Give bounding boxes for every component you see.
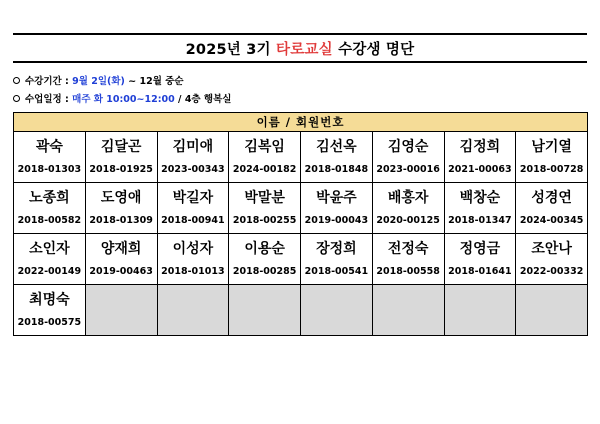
student-name: 노종희 [29, 190, 70, 206]
student-name: 소인자 [29, 241, 70, 257]
class-schedule-line [13, 91, 231, 105]
student-name: 김선옥 [316, 139, 357, 155]
student-name: 조안나 [531, 241, 572, 257]
student-name: 박길자 [172, 190, 214, 206]
student-cell [301, 183, 373, 234]
member-number: 2022-00332 [519, 266, 584, 277]
member-number: 2021-00063 [448, 164, 512, 175]
student-cell [157, 183, 229, 234]
table-row [14, 132, 588, 183]
period-end: ~ 12월 중순 [128, 76, 184, 87]
member-number: 2018-00541 [304, 266, 369, 277]
student-name: 장정희 [316, 241, 357, 257]
student-cell [372, 183, 444, 234]
student-cell [85, 183, 157, 234]
student-cell [444, 132, 516, 183]
student-name: 김영순 [387, 139, 429, 155]
member-number: 2018-00728 [519, 164, 584, 175]
empty-cell [301, 285, 373, 336]
member-number: 2018-00255 [232, 215, 297, 226]
table-row [14, 234, 588, 285]
table-header: 이름 / 회원번호 [14, 113, 588, 132]
student-cell [372, 132, 444, 183]
document-title [13, 33, 587, 63]
student-name: 이용순 [244, 241, 285, 257]
circle-bullet-icon [13, 95, 20, 102]
student-name: 최명숙 [29, 292, 70, 308]
period-start: 9월 2일(화) [72, 76, 125, 87]
student-cell [229, 183, 301, 234]
schedule-label: 수업일정 : [25, 94, 69, 105]
empty-cell [372, 285, 444, 336]
student-name: 성경연 [531, 190, 572, 206]
student-name: 백창순 [459, 190, 501, 206]
student-name: 김정희 [459, 139, 501, 155]
member-number: 2023-00343 [161, 164, 225, 175]
student-name: 김복임 [244, 139, 285, 155]
student-cell [14, 132, 86, 183]
student-name: 박말분 [244, 190, 285, 206]
student-cell [301, 132, 373, 183]
circle-bullet-icon [13, 77, 20, 84]
student-cell [14, 285, 86, 336]
student-name: 곽숙 [35, 139, 63, 155]
member-number: 2018-00575 [17, 317, 82, 328]
student-name: 김미애 [172, 139, 214, 155]
student-name: 남기열 [531, 139, 572, 155]
member-number: 2019-00463 [89, 266, 153, 277]
member-number: 2024-00182 [232, 164, 297, 175]
member-number: 2018-01303 [17, 164, 82, 175]
student-cell [516, 234, 588, 285]
student-cell [85, 132, 157, 183]
member-number: 2018-01848 [304, 164, 369, 175]
student-name: 정영금 [459, 241, 501, 257]
member-number: 2018-01925 [89, 164, 153, 175]
student-name: 도영애 [100, 190, 142, 206]
empty-cell [157, 285, 229, 336]
period-label: 수강기간 : [25, 76, 69, 87]
schedule-time: 매주 화 10:00~12:00 [72, 94, 175, 105]
student-name: 배홍자 [387, 190, 429, 206]
student-cell [157, 234, 229, 285]
student-name: 김달곤 [100, 139, 142, 155]
title-suffix: 수강생 명단 [338, 41, 415, 58]
student-cell [516, 183, 588, 234]
course-period-line [13, 73, 184, 87]
member-number: 2019-00043 [304, 215, 369, 226]
student-name: 이성자 [172, 241, 214, 257]
student-name: 박윤주 [316, 190, 357, 206]
empty-cell [516, 285, 588, 336]
student-roster-table [13, 112, 588, 336]
student-cell [444, 234, 516, 285]
student-cell [444, 183, 516, 234]
member-number: 2018-01309 [89, 215, 153, 226]
member-number: 2023-00016 [376, 164, 440, 175]
student-cell [229, 234, 301, 285]
title-accent: 타로교실 [275, 41, 333, 58]
member-number: 2018-00558 [376, 266, 440, 277]
member-number: 2022-00149 [17, 266, 82, 277]
member-number: 2018-00941 [161, 215, 225, 226]
student-cell [85, 234, 157, 285]
student-cell [157, 132, 229, 183]
member-number: 2018-01013 [161, 266, 225, 277]
member-number: 2018-00582 [17, 215, 82, 226]
member-number: 2018-01641 [448, 266, 512, 277]
table-row [14, 183, 588, 234]
student-cell [516, 132, 588, 183]
student-cell [372, 234, 444, 285]
schedule-place: / 4층 행복실 [178, 94, 232, 105]
table-row [14, 285, 588, 336]
student-cell [14, 183, 86, 234]
empty-cell [229, 285, 301, 336]
empty-cell [85, 285, 157, 336]
student-cell [229, 132, 301, 183]
student-name: 전정숙 [387, 241, 429, 257]
student-name: 양재희 [100, 241, 142, 257]
member-number: 2018-01347 [448, 215, 512, 226]
member-number: 2018-00285 [232, 266, 297, 277]
student-cell [301, 234, 373, 285]
empty-cell [444, 285, 516, 336]
table-header-row [14, 113, 588, 132]
member-number: 2024-00345 [519, 215, 584, 226]
title-prefix: 2025년 3기 [185, 41, 271, 58]
student-cell [14, 234, 86, 285]
member-number: 2020-00125 [376, 215, 440, 226]
